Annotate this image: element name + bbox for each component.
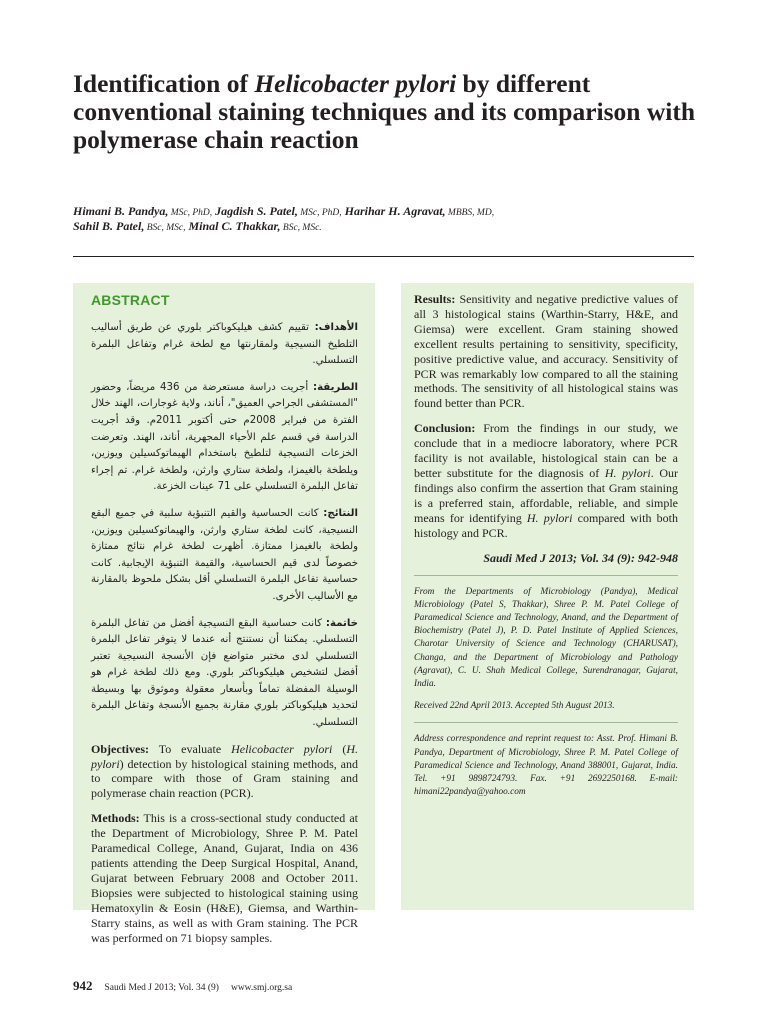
journal-reference: Saudi Med J 2013; Vol. 34 (9)	[104, 983, 219, 993]
objectives-paragraph	[91, 742, 358, 802]
correspondence-divider	[414, 722, 678, 723]
abstract-heading: ABSTRACT	[91, 292, 170, 308]
methods-label: Methods:	[91, 811, 140, 826]
article-title	[73, 70, 713, 154]
conclusion-paragraph	[414, 421, 678, 540]
conclusion-text: From the findings in our study, we conclude that in a mediocre laboratory, where PCR facility is not available, histological stain can be a better substitute for the diagnosis of	[414, 421, 678, 480]
page-number: 942	[73, 978, 93, 993]
arabic-label: الطريقة:	[313, 381, 359, 393]
correspondence: Address correspondence and reprint request to: Asst. Prof. Himani B. Pandya, Department of Microbiology, Shree P. M. Patel College of Paramedical Science and Technology, Anand 388001, Gujarat, India. Tel. +91 9898724793. Fax. +91 2692250168. E-mail: himani22pandya@yahoo.com	[414, 734, 678, 798]
author-degree: MSc, PhD,	[168, 208, 213, 218]
conclusion-text: compared with both histology and PCR.	[414, 510, 678, 540]
author-list	[73, 205, 713, 235]
organism-name: Helicobacter pylori	[231, 741, 333, 756]
methods-text: This is a cross-sectional study conducted at the Department of Microbiology, Shree P. M. Patel Paramedical College, Anand, Gujarat, India on 436 patients attending the Deep Surgical Hospital, Anand, Gujarat between February 2008 and October 2011. Biopsies were subjected to histological staining using Hematoxylin & Eosin (H&E), Giemsa, and Warthin-Starry stains, as well as with Gram staining. The PCR was performed on 71 biopsy samples.	[91, 811, 358, 945]
journal-url[interactable]: www.smj.org.sa	[230, 983, 293, 993]
objectives-text: ) detection by histological staining methods, and to compare with those of Gram staining and polymerase chain reaction (PCR).	[91, 756, 358, 801]
affiliation: From the Departments of Microbiology (Pandya), Medical Microbiology (Patel S, Thakkar), Shree P. M. Patel College of Paramedical Science and Technology, Anand, and the Department of Biochemistry (Patel J), P. D. Patel Institute of Applied Sciences, Charotar University of Science and Technology (CHARUSAT), Changa, and the Department of Microbiology and Pathology (Agravat), C. U. Shah Medical College, Surendranagar, Gujarat, India.	[414, 586, 678, 689]
page-footer	[73, 978, 292, 994]
abstract-left-column	[73, 283, 375, 945]
title-part2: by different conventional staining techniques and its comparison with polymerase chain reaction	[73, 69, 696, 154]
organism-abbrev: H. pylori	[604, 465, 651, 480]
arabic-text: كانت الحساسية والقيم التنبؤية سلبية في جميع البقع النسيجية، كانت لطخة ستاري وارثن، والهيماتوكسيلين ويوزين، ولطخة بالغيمزا ممتازة. أظهرت لطخة غرام نتائج ممتازة خصوصاً لدى قيم الحساسية، والقيمة التنبؤية الإيجابية. كانت حساسية تفاعل البلمرة التسلسلي أقل بشكل ملحوظ بالمقارنة مع الأساليب الأخرى.	[91, 507, 358, 602]
citation-divider	[414, 575, 678, 576]
author-name: Minal C. Thakkar,	[185, 219, 281, 233]
arabic-text: تقييم كشف هيليكوباكتر بلوري عن طريق أساليب التلطيخ النسيجية ولمقارنتها مع لطخة غرام وتفاعل البلمرة التسلسلي.	[91, 322, 358, 367]
title-part1: Identification of	[73, 69, 255, 98]
arabic-objectives	[91, 320, 358, 370]
organism-abbrev: H. pylori	[91, 741, 358, 771]
author-degree: BSc, MSc,	[144, 223, 186, 233]
arabic-label: النتائج:	[323, 507, 358, 519]
arabic-methods	[91, 380, 358, 496]
arabic-text: أجريت دراسة مستعرضة من 436 مريضاً، وحضور "المستشفى الجراحي العميق"، أناند، ولاية غوجارات، الهند خلال الفترة من فبراير 2008م حتى أكتوبر 2011م. وقد أجريت الدراسة في قسم علم الأحياء المجهرية، أناند، الهند. وتعرضت الخزعات النسيجية لتلطيخ باستخدام الهيماتوكسيلين ويوزين، ويلطخة بالغيمزا، ولطخة ستاري وارثن، ولطخة غرام. تم إجراء تفاعل البلمرة التسلسلي على 71 عينات الخزعة.	[91, 381, 359, 493]
arabic-text: كانت حساسية البقع النسيجية أفضل من تفاعل البلمرة التسلسلي. يمكننا أن نستنتج أنه عندما لا يتوفر تفاعل البلمرة التسلسلي لدى مختبر متواضع فإن الأنسجة النسيجية تعتبر أفضل لتشخيص هيليكوباكتر بلوري. ومع ذلك لطخة غرام هو الوسيلة المفضلة تماماً وبأسعار معقولة وموثوق بها وبسيطة لتحديد هيليكوباكتر بلوري مقارنة بجميع الأنسجة وتفاعل البلمرة التسلسلي.	[91, 617, 358, 729]
arabic-label: خاتمة:	[325, 617, 358, 629]
abstract-right-column	[401, 283, 694, 910]
citation: Saudi Med J 2013; Vol. 34 (9): 942-948	[483, 550, 678, 565]
author-name: Jagdish S. Patel,	[212, 204, 298, 218]
title-organism: Helicobacter pylori	[254, 69, 457, 98]
results-paragraph	[414, 292, 678, 411]
received-dates: Received 22nd April 2013. Accepted 5th August 2013.	[414, 701, 615, 712]
arabic-results	[91, 506, 358, 606]
author-name: Himani B. Pandya,	[73, 204, 169, 218]
organism-abbrev: H. pylori	[526, 510, 573, 525]
methods-paragraph	[91, 811, 358, 945]
header-divider	[73, 256, 694, 257]
arabic-label: الأهداف:	[314, 322, 358, 333]
conclusion-label: Conclusion:	[414, 421, 476, 436]
author-name: Sahil B. Patel,	[73, 219, 145, 233]
results-label: Results:	[414, 292, 456, 306]
arabic-conclusion	[91, 616, 358, 732]
objectives-label: Objectives:	[91, 741, 149, 756]
objectives-text: To evaluate	[148, 741, 232, 756]
results-text: Sensitivity and negative predictive values of all 3 histological stains (Warthin-Starry, H&E, and Giemsa) were excellent. Gram staining showed excellent results pertaining to sensitivity, specificity, positive predictive value, and accuracy. Sensitivity of PCR was remarkably low compared to all the staining methods. The sensitivity of all histological stains was found better than PCR.	[414, 292, 678, 411]
objectives-text: (	[332, 741, 347, 756]
author-degree: MSc, PhD,	[297, 208, 342, 218]
author-degree: MBBS, MD,	[445, 208, 495, 218]
author-name: Harihar H. Agravat,	[341, 204, 446, 218]
conclusion-text: . Our findings also confirm the assertion that Gram staining is a preferred stain, affordable, reliable, and simple means for identifying	[414, 465, 678, 525]
author-degree: BSc, MSc.	[280, 223, 322, 233]
